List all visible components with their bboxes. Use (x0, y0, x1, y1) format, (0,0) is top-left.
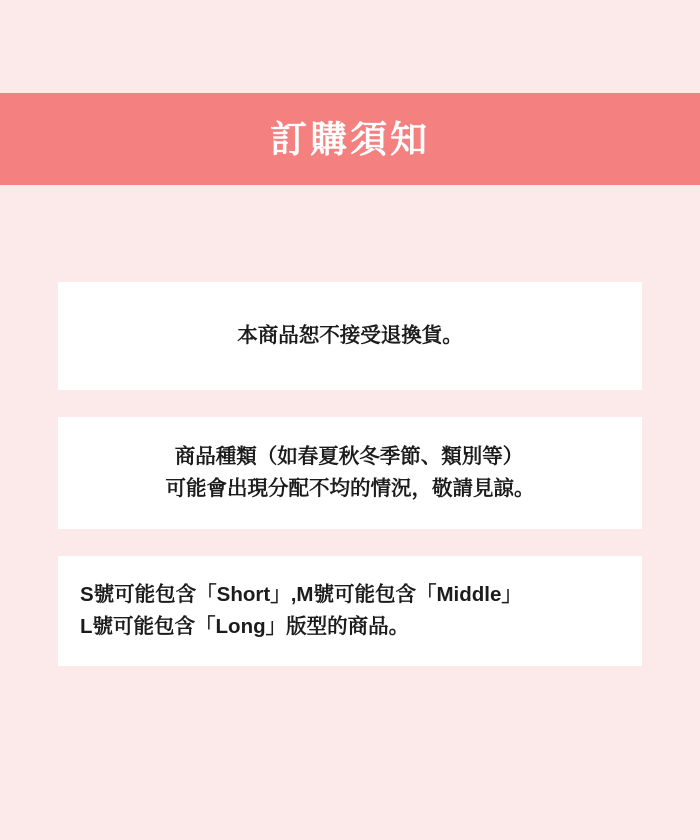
note-card-size-variants (58, 556, 642, 666)
top-spacer (0, 0, 700, 93)
page-title: 訂購須知 (270, 118, 430, 160)
page-banner (0, 93, 700, 185)
note-line: 可能會出現分配不均的情況，敬請見諒。 (165, 477, 535, 500)
note-line: 本商品恕不接受退換貨。 (237, 323, 463, 347)
note-card-no-returns (58, 282, 642, 390)
notes-list (0, 282, 700, 666)
note-card-product-category (58, 417, 642, 529)
note-line: S號可能包含「Short」,M號可能包含「Middle」 (80, 582, 522, 606)
note-line: L號可能包含「Long」版型的商品。 (80, 615, 410, 638)
note-line: 商品種類（如春夏秋冬季節、類別等） (174, 444, 524, 468)
